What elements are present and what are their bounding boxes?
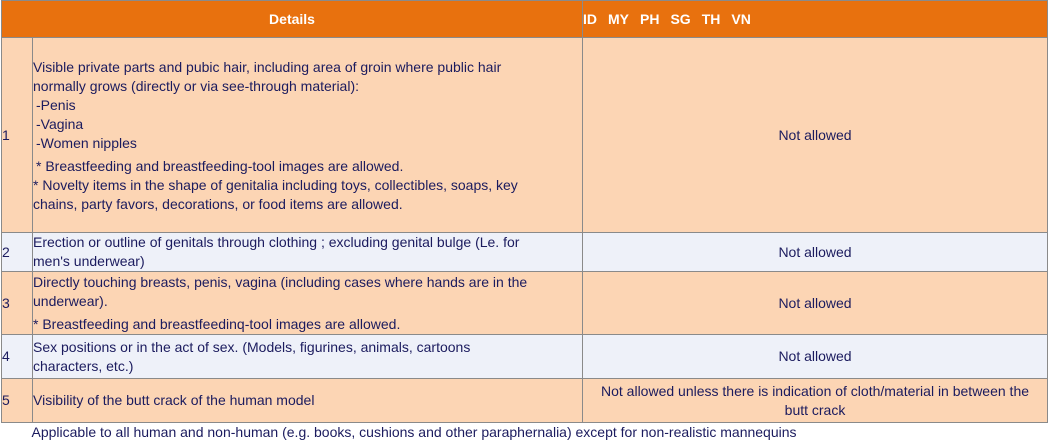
- country-code: MY: [608, 10, 630, 27]
- detail-line: underwear).: [33, 292, 108, 309]
- detail-line: characters, etc.): [33, 357, 134, 374]
- detail-line: men's underwear): [33, 253, 145, 269]
- status-line: butt crack: [784, 401, 846, 418]
- table-row: [2, 233, 1048, 272]
- country-code: SG: [670, 10, 691, 27]
- table-row: [2, 379, 1048, 423]
- row-status: Not allowed: [583, 335, 1048, 379]
- detail-line: Sex positions or in the act of sex. (Models, figurines, animals, cartoons: [33, 338, 471, 355]
- row-status: Not allowed: [583, 38, 1048, 233]
- country-code: VN: [731, 10, 751, 27]
- details-header: Details: [2, 1, 583, 38]
- row-details: [33, 272, 583, 335]
- detail-line: Visible private parts and pubic hair, including area of groin where public hair: [33, 59, 502, 75]
- row-number: 2: [2, 233, 33, 272]
- row-status: [583, 379, 1048, 423]
- table-row: [2, 38, 1048, 233]
- row-details: [33, 379, 583, 423]
- detail-note: * Breastfeeding and breastfeeding-tool images are allowed.: [36, 158, 404, 174]
- row-details: [33, 233, 583, 272]
- row-status: Not allowed: [583, 272, 1048, 335]
- detail-line: Erection or outline of genitals through clothing ; excluding genital bulge (Le. for: [33, 234, 520, 250]
- table-row: [2, 272, 1048, 335]
- row-number: 4: [2, 335, 33, 379]
- detail-note: chains, party favors, decorations, or food items are allowed.: [33, 196, 403, 212]
- countries-header: [583, 1, 1048, 38]
- detail-line: -Penis: [36, 97, 76, 113]
- detail-line: -Women nipples: [36, 135, 137, 151]
- detail-line: Directly touching breasts, penis, vagina (including cases where hands are in the: [33, 273, 528, 290]
- detail-note: * Novelty items in the shape of genitalia including toys, collectibles, soaps, key: [33, 177, 518, 193]
- detail-line: -Vagina: [36, 116, 84, 132]
- country-code: PH: [640, 10, 660, 27]
- footer-row: [2, 423, 1048, 446]
- footer-note: Applicable to all human and non-human (e.g. books, cushions and other paraphernalia) except for non-realistic mannequins: [2, 423, 1048, 446]
- detail-note: * Breastfeeding and breastfeedinq-tool images are allowed.: [33, 315, 401, 332]
- row-number: 5: [2, 379, 33, 423]
- country-code: TH: [701, 10, 721, 27]
- row-details: [33, 38, 583, 233]
- country-code: ID: [583, 10, 598, 27]
- status-line: Not allowed unless there is indication of cloth/material in between the: [601, 382, 1030, 399]
- row-number: 3: [2, 272, 33, 335]
- table-header-row: [2, 1, 1048, 38]
- detail-line: normally grows (directly or via see-through material):: [33, 78, 359, 94]
- table-row: [2, 335, 1048, 379]
- detail-line: Visibility of the butt crack of the human model: [33, 392, 315, 408]
- row-number: 1: [2, 38, 33, 233]
- row-status: Not allowed: [583, 233, 1048, 272]
- policy-table: [1, 0, 1048, 445]
- row-details: [33, 335, 583, 379]
